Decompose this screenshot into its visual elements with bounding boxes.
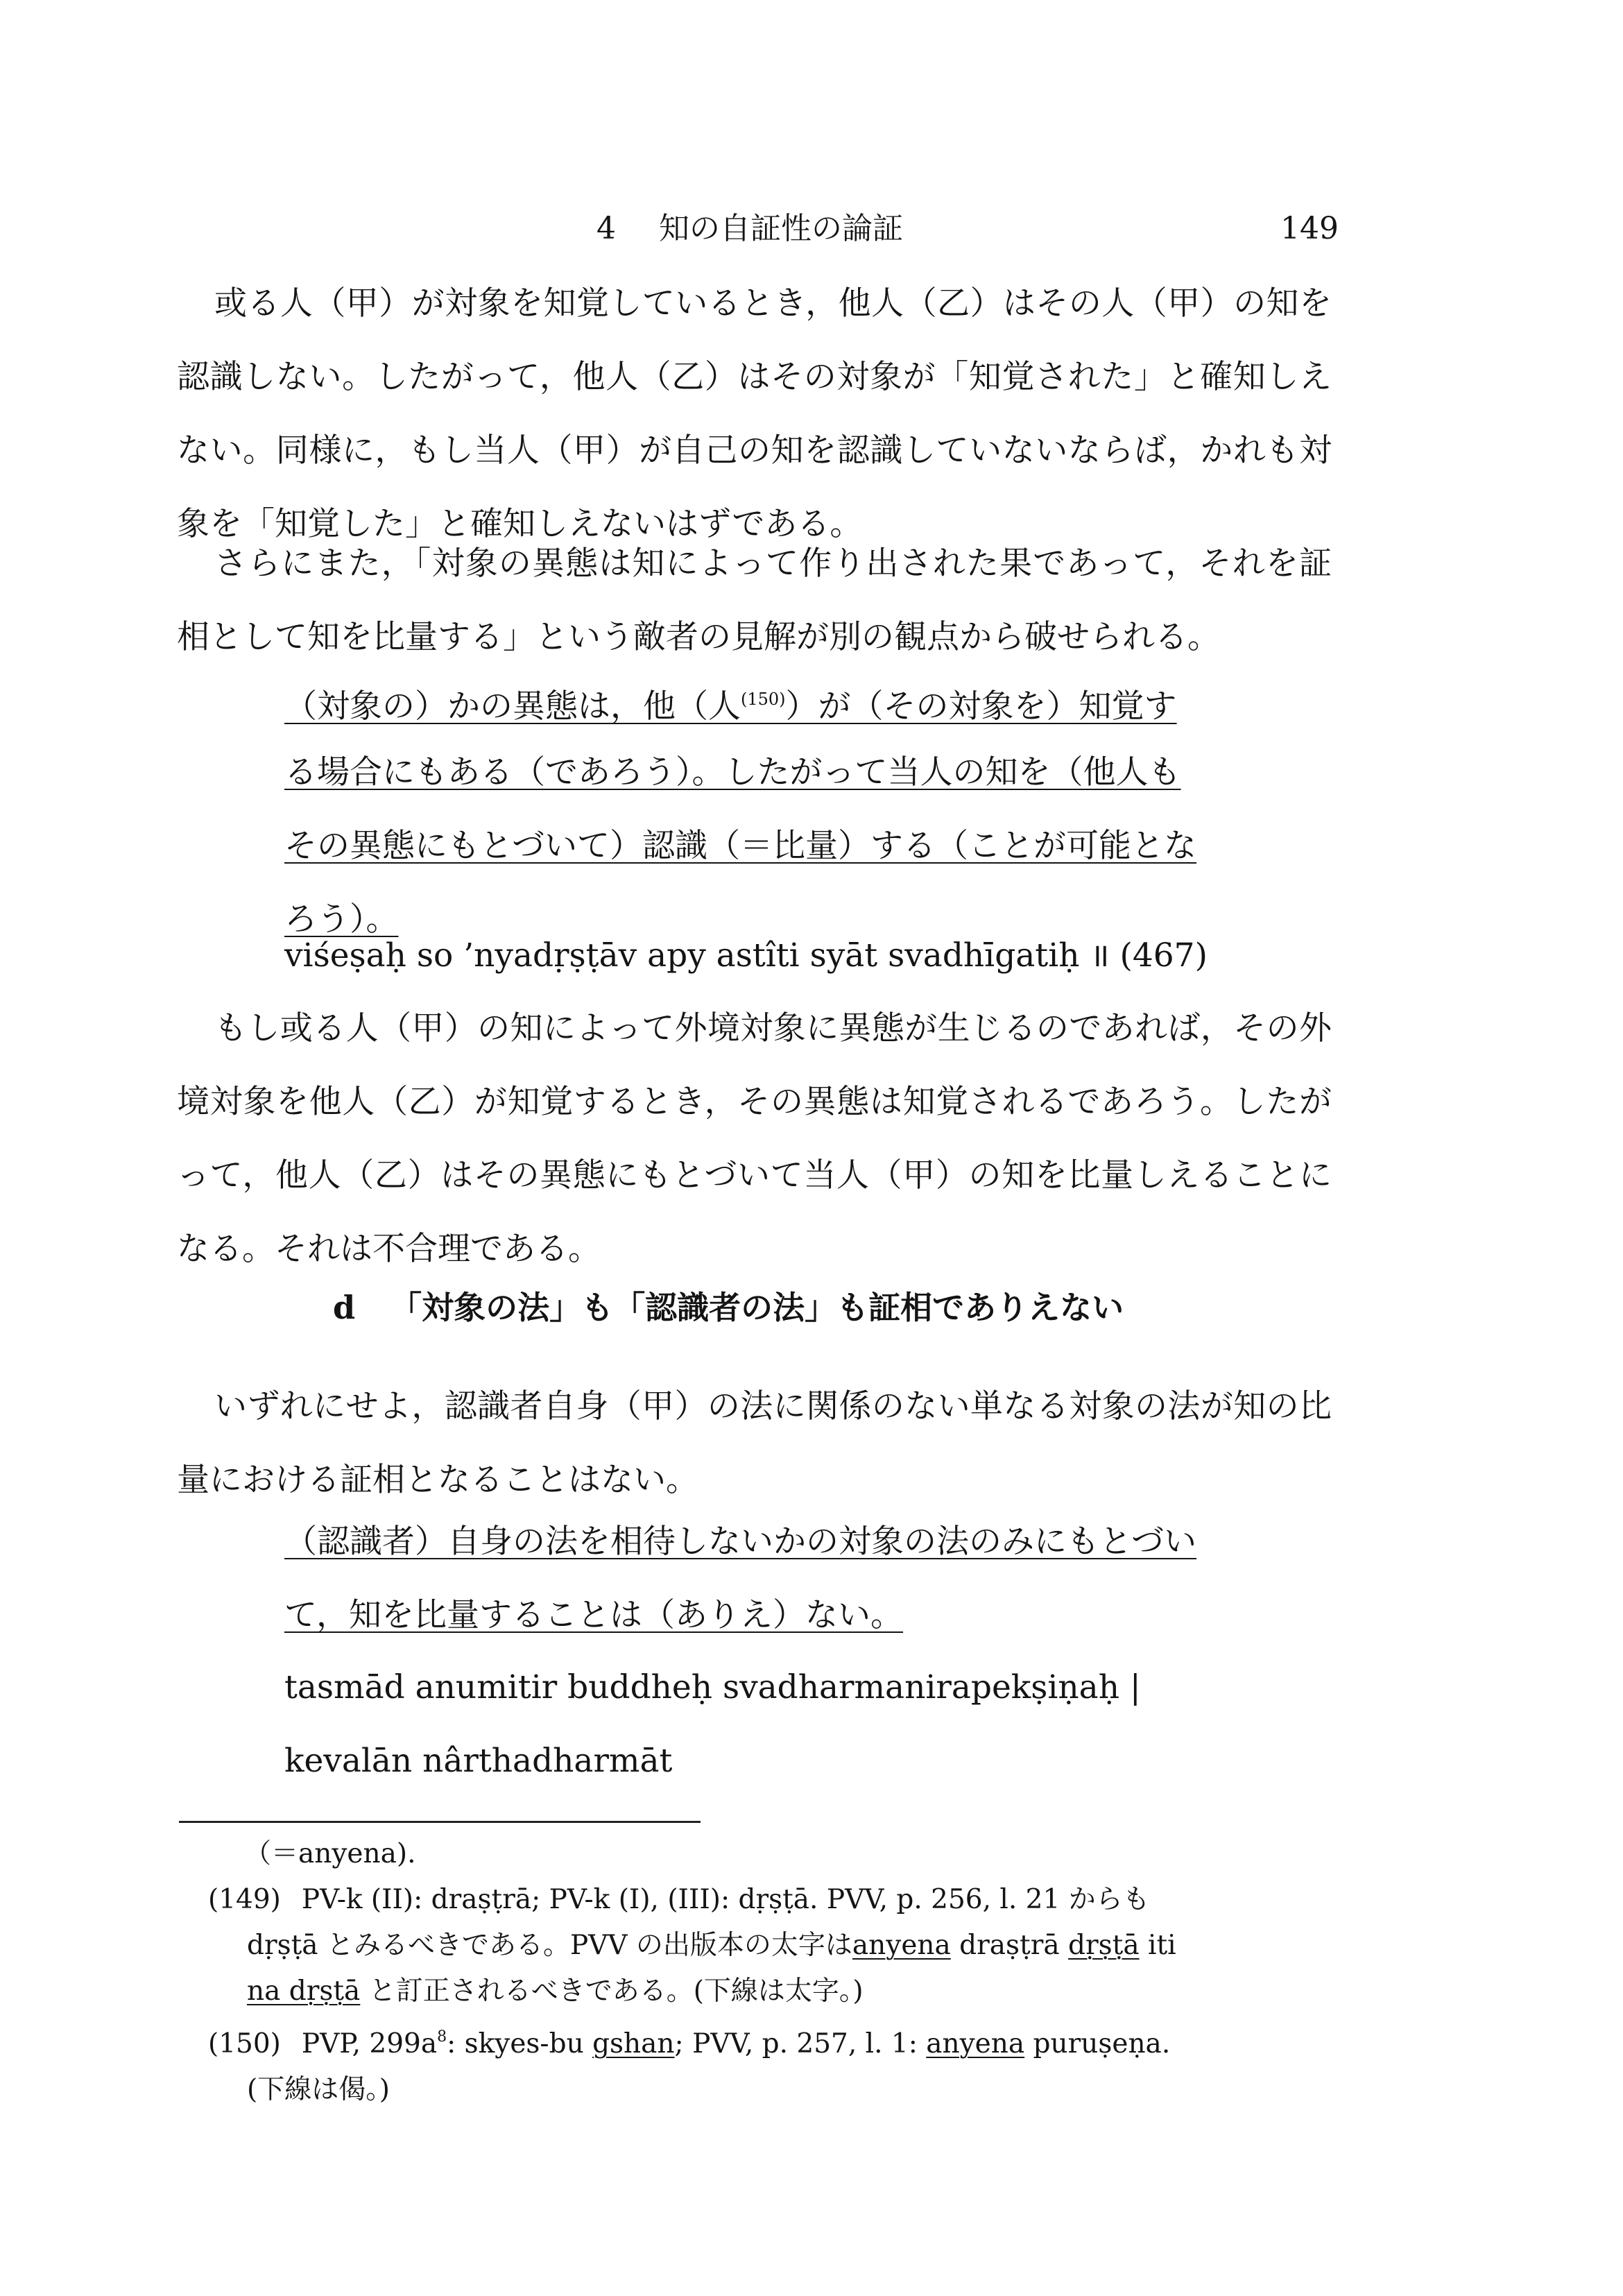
verse-line: （対象の）かの異態は，他（人$^{(150)}$）が（その対象を）知覚す xyxy=(284,687,1177,726)
paragraph-2: さらにまた，「対象の異態は知によって作り出された果であって，それを証相として知を比量する」という敵者の見解が別の観点から破せられる。 xyxy=(177,545,1332,656)
sanskrit-line: tasmād anumitir buddheḥ svadharmanirapekṣiṇaḥ | xyxy=(284,1668,1141,1706)
footnote-149-line: na dṛṣṭā と訂正されるべきである。(下線は太字。) xyxy=(247,1976,864,2007)
section-heading xyxy=(333,1280,1304,1335)
footnote-number: (150) xyxy=(208,2028,281,2059)
page-number: 149 xyxy=(1280,211,1339,246)
paragraph-1: 或る人（甲）が対象を知覚しているとき，他人（乙）はその人（甲）の知を認識しない。したがって，他人（乙）はその対象が「知覚された」と確知しえない。同様に，もし当人（甲）が自己の知を認識していないならば，かれも対象を「知覚した」と確知しえないはずである。 xyxy=(177,284,1332,543)
section-letter: d xyxy=(333,1289,356,1326)
footnote-150-line: (下線は偈。) xyxy=(247,2074,390,2105)
footnote-150: (150) PVP, $299a^8$: skyes-bu gshan; PVV, p. 257, l. 1: anyena puruṣeṇa. xyxy=(208,2028,1171,2059)
footnote-divider xyxy=(179,1821,701,1823)
paragraph-4: いずれにせよ，認識者自身（甲）の法に関係のない単なる対象の法が知の比量における証相となることはない。 xyxy=(177,1387,1332,1499)
verse-line: （認識者）自身の法を相待しないかの対象の法のみにもとづい xyxy=(284,1523,1197,1561)
paragraph-3: もし或る人（甲）の知によって外境対象に異態が生じるのであれば，その外境対象を他人（乙）が知覚するとき，その異態は知覚されるであろう。したがって，他人（乙）はその異態にもとづいて当人（甲）の知を比量しえることになる。それは不合理である。 xyxy=(177,1009,1332,1268)
footnote-149: (149) PV-k (II): draṣṭrā; PV-k (I), (III): dṛṣṭā. PVV, p. 256, l. 21 からも xyxy=(208,1884,1150,1915)
footnote-149-line: dṛṣṭā とみるべきである。PVV の出版本の太字はanyena draṣṭrā dṛṣṭā iti xyxy=(247,1930,1176,1961)
footnote-ref-150[interactable]: (150) xyxy=(741,689,786,709)
footnote-continuation: （＝anyena). xyxy=(244,1838,416,1869)
footnote-number: (149) xyxy=(208,1884,281,1915)
verse-translation-2 xyxy=(284,1505,1255,1652)
chapter-title: 知の自証性の論証 xyxy=(659,211,903,246)
footnotes xyxy=(208,1831,1325,2113)
verse-line: る場合にもある（であろう）。したがって当人の知を（他人も xyxy=(284,753,1181,791)
section-title: 「対象の法」も「認識者の法」も証相でありえない xyxy=(390,1289,1124,1326)
verse-line: ろう）。 xyxy=(284,900,399,939)
verse-sanskrit-2 xyxy=(284,1651,1290,1798)
verse-line: その異態にもとづいて）認識（＝比量）する（ことが可能とな xyxy=(284,827,1197,865)
verse-line: て，知を比量することは（ありえ）ない。 xyxy=(284,1596,904,1634)
sanskrit-line: kevalān nârthadharmāt xyxy=(284,1742,673,1780)
chapter-number: 4 xyxy=(596,211,616,246)
verse-467-translation xyxy=(284,662,1255,957)
verse-467-sanskrit xyxy=(284,919,1290,993)
running-header xyxy=(596,208,1339,250)
sanskrit-line: viśeṣaḥ so ’nyadṛṣṭāv apy astîti syāt svadhīgatiḥ ॥ (467) xyxy=(284,936,1208,975)
